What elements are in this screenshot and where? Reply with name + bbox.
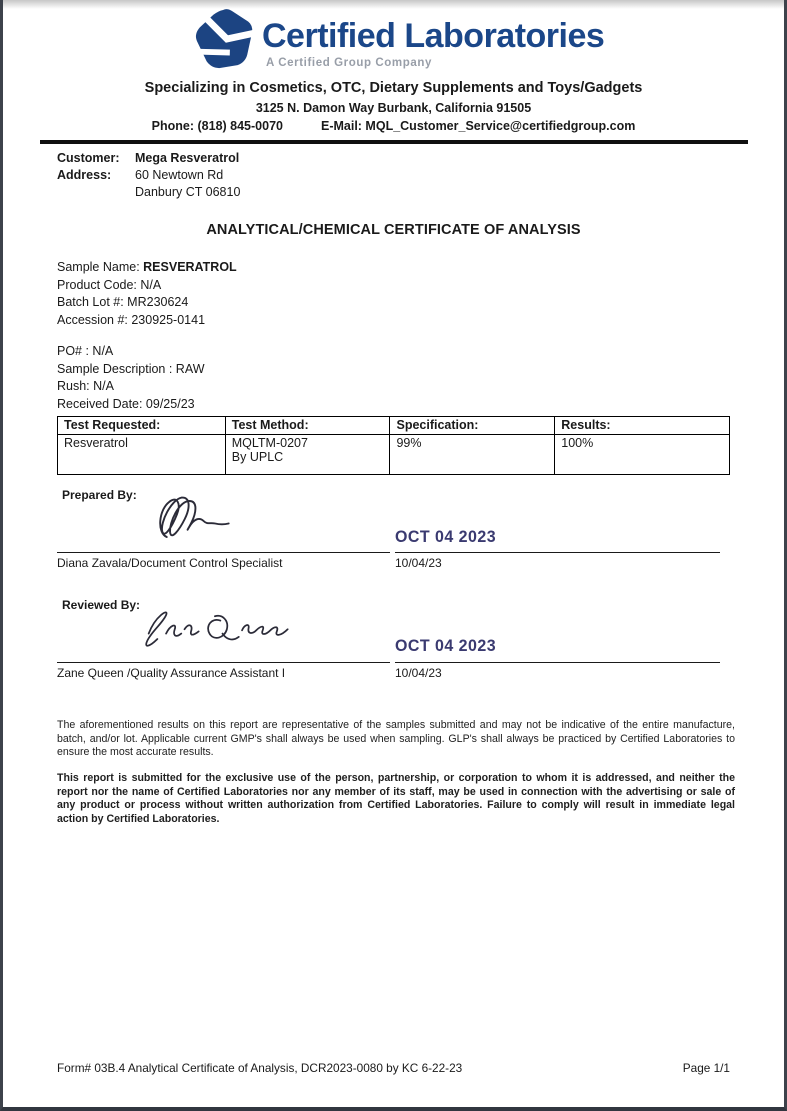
sample-description-row: Sample Description : RAW [57,361,205,376]
rush-row: Rush: N/A [57,379,114,393]
disclaimer-results: The aforementioned results on this report are representative of the samples submitted and may not be indicative of the entire manufacture, batch, and/or lot. Applicable current GMP's shall always be used when sampling. GLP's shall always be practiced by Certified Laboratories to ensure the most accurate results. [57,719,735,759]
prepared-date-text: 10/04/23 [395,556,442,570]
cell-specification: 99% [390,435,555,475]
results-table-header-row [58,417,730,435]
po-row: PO# : N/A [57,344,114,358]
table-row [58,435,730,475]
cell-results: 100% [555,435,730,475]
address-label: Address: [57,168,112,182]
reviewed-date-stamp: OCT 04 2023 [395,636,497,655]
sample-info-block [57,259,237,329]
reviewed-by-label: Reviewed By: [62,598,141,612]
cell-test: Resveratrol [58,435,226,475]
page-top-shadow [0,0,787,9]
page-footer [57,1061,730,1075]
accession-row: Accession #: 230925-0141 [57,312,206,327]
col-specification: Specification: [390,417,555,435]
prepared-date-line [395,552,720,553]
col-test-method: Test Method: [225,417,390,435]
customer-name: Mega Resveratrol [135,151,240,165]
company-specialty: Specializing in Cosmetics, OTC, Dietary Supplements and Toys/Gadgets [144,80,643,96]
company-name: Certified Laboratories [262,17,605,55]
company-email: E-Mail: MQL_Customer_Service@certifiedgroup.com [320,119,636,133]
header-divider [40,140,748,144]
cell-method-line2: By UPLC [231,450,284,464]
prepared-signature [150,492,242,546]
document-title: ANALYTICAL/CHEMICAL CERTIFICATE OF ANALYSIS [206,222,581,238]
reviewed-name-title: Zane Queen /Quality Assurance Assistant I [57,666,286,680]
reviewed-signature-line [57,662,390,663]
col-results: Results: [555,417,730,435]
sample-name-label: Sample Name: [57,260,144,274]
col-test-requested: Test Requested: [58,417,226,435]
sample-name-value: RESVERATROL [143,260,237,274]
reviewed-date-line [395,662,720,663]
received-date-row: Received Date: 09/25/23 [57,396,195,411]
customer-label: Customer: [57,151,120,165]
company-contact-row [0,119,787,133]
prepared-by-label: Prepared By: [62,488,137,502]
company-tagline: A Certified Group Company [266,57,432,69]
prepared-name-title: Diana Zavala/Document Control Specialist [57,556,283,570]
customer-address-line1: 60 Newtown Rd [135,168,224,182]
footer-form-number: Form# 03B.4 Analytical Certificate of Analysis, DCR2023-0080 by KC 6-22-23 [57,1061,463,1075]
prepared-date-stamp: OCT 04 2023 [395,527,497,546]
company-phone: Phone: (818) 845-0070 [151,119,283,133]
reviewed-date-text: 10/04/23 [395,666,442,680]
batch-lot-row: Batch Lot #: MR230624 [57,295,189,309]
order-info-block [57,343,205,413]
sample-name-row [57,259,237,277]
results-table [57,416,730,475]
company-logo-icon [194,8,256,70]
cell-method-line1: MQLTM-0207 [231,436,308,450]
cell-method [225,435,390,475]
reviewed-signature [140,601,292,651]
disclaimer-exclusive-use: This report is submitted for the exclusive use of the person, partnership, or corporation to whom it is addressed, and neither the report nor the name of Certified Laboratories nor any member of its staff, may be used in connection with the advertising or sale of any product or process without written authorization from Certified Laboratories. Failure to comply will result in immediate legal action by Certified Laboratories. [57,772,735,825]
company-address: 3125 N. Damon Way Burbank, California 91505 [255,101,532,115]
product-code-row: Product Code: N/A [57,277,162,292]
customer-address-line2: Danbury CT 06810 [135,185,241,199]
prepared-signature-line [57,552,390,553]
footer-page-number: Page 1/1 [682,1061,730,1075]
